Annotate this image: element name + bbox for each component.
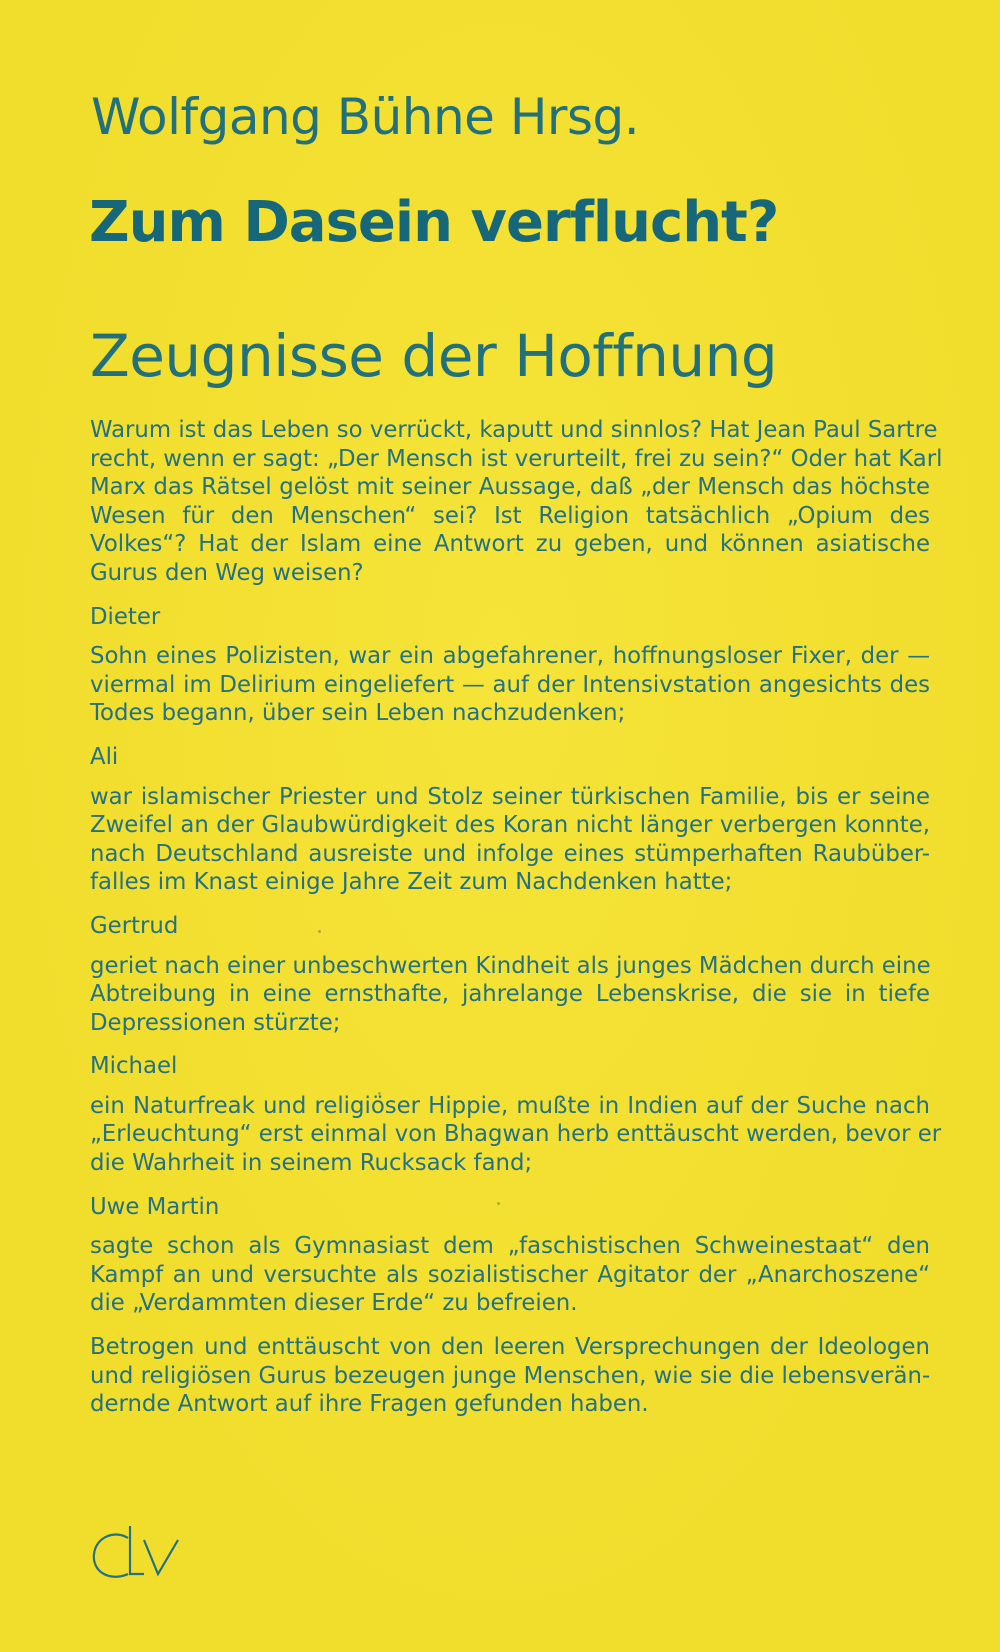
intro-paragraph	[90, 416, 943, 588]
testimony-line: geriet nach einer unbeschwerten Kindheit als junges Mädchen durch eine	[90, 952, 931, 979]
testimony-name: Uwe Martin	[90, 1193, 220, 1220]
closing-line: und religiösen Gurus bezeugen junge Menschen, wie sie die lebensverän-	[90, 1362, 931, 1389]
testimony-name: Michael	[90, 1053, 178, 1080]
testimony-line: „Erleuchtung“ erst einmal von Bhagwan herb enttäuscht werden, bevor er	[90, 1121, 942, 1148]
intro-line: recht, wenn er sagt: „Der Mensch ist verurteilt, frei zu sein?“ Oder hat Karl	[90, 445, 943, 472]
testimony-uwe-martin	[90, 1193, 930, 1318]
closing-line: Betrogen und enttäuscht von den leeren Versprechungen der Ideologen	[90, 1334, 930, 1361]
book-title: Zum Dasein verflucht?	[89, 190, 779, 255]
paper-speck	[378, 1092, 381, 1095]
testimony-line: Kampf an und versuchte als sozialistischer Agitator der „Anarchoszene“	[90, 1261, 930, 1288]
paper-speck	[497, 1202, 500, 1205]
testimony-name: Ali	[90, 743, 119, 770]
blurb-text	[90, 416, 943, 1434]
testimony-gertrud	[90, 912, 930, 1037]
testimony-dieter	[90, 603, 930, 728]
testimony-ali	[90, 743, 930, 897]
testimony-michael	[90, 1052, 942, 1177]
intro-line: Gurus den Weg weisen?	[90, 559, 364, 586]
testimony-line: sagte schon als Gymnasiast dem „faschistischen Schweinestaat“ den	[90, 1233, 930, 1260]
intro-line: Volkes“? Hat der Islam eine Antwort zu geben, und können asiatische	[90, 531, 930, 558]
author-editor: Wolfgang Bühne Hrsg.	[91, 88, 640, 146]
testimony-line: die Wahrheit in seinem Rucksack fand;	[90, 1150, 533, 1177]
testimony-name: Gertrud	[90, 912, 179, 939]
testimony-line: falles im Knast einige Jahre Zeit zum Nachdenken hatte;	[90, 869, 733, 896]
testimony-line: Depressionen stürzte;	[90, 1009, 341, 1036]
testimony-line: nach Deutschland ausreiste und infolge eines stümperhaften Raubüber-	[90, 840, 930, 867]
testimony-line: war islamischer Priester und Stolz seiner türkischen Familie, bis er seine	[90, 783, 930, 810]
testimony-line: Abtreibung in eine ernsthafte, jahrelange Lebenskrise, die sie in tiefe	[90, 981, 930, 1008]
intro-line: Wesen für den Menschen“ sei? Ist Religion tatsächlich „Opium des	[90, 502, 930, 529]
closing-line: dernde Antwort auf ihre Fragen gefunden haben.	[90, 1391, 649, 1418]
testimony-line: Zweifel an der Glaubwürdigkeit des Koran nicht länger verbergen konnte,	[90, 812, 930, 839]
testimony-line: Sohn eines Polizisten, war ein abgefahrener, hoffnungsloser Fixer, der —	[90, 643, 930, 670]
testimony-line: ein Naturfreak und religiöser Hippie, mußte in Indien auf der Suche nach	[90, 1092, 930, 1119]
book-subtitle: Zeugnisse der Hoffnung	[90, 322, 778, 390]
paper-speck	[318, 930, 321, 933]
testimony-line: Todes begann, über sein Leben nachzudenken;	[90, 700, 626, 727]
testimony-name: Dieter	[90, 603, 161, 630]
intro-line: Warum ist das Leben so verrückt, kaputt und sinnlos? Hat Jean Paul Sartre	[90, 417, 938, 443]
testimony-line: viermal im Delirium eingeliefert — auf der Intensivstation angesichts des	[90, 671, 930, 698]
closing-paragraph	[90, 1333, 930, 1419]
clv-publisher-logo-icon	[86, 1520, 196, 1590]
testimony-line: die „Verdammten dieser Erde“ zu befreien.	[90, 1290, 578, 1317]
intro-line: Marx das Rätsel gelöst mit seiner Aussage, daß „der Mensch das höchste	[90, 474, 930, 501]
